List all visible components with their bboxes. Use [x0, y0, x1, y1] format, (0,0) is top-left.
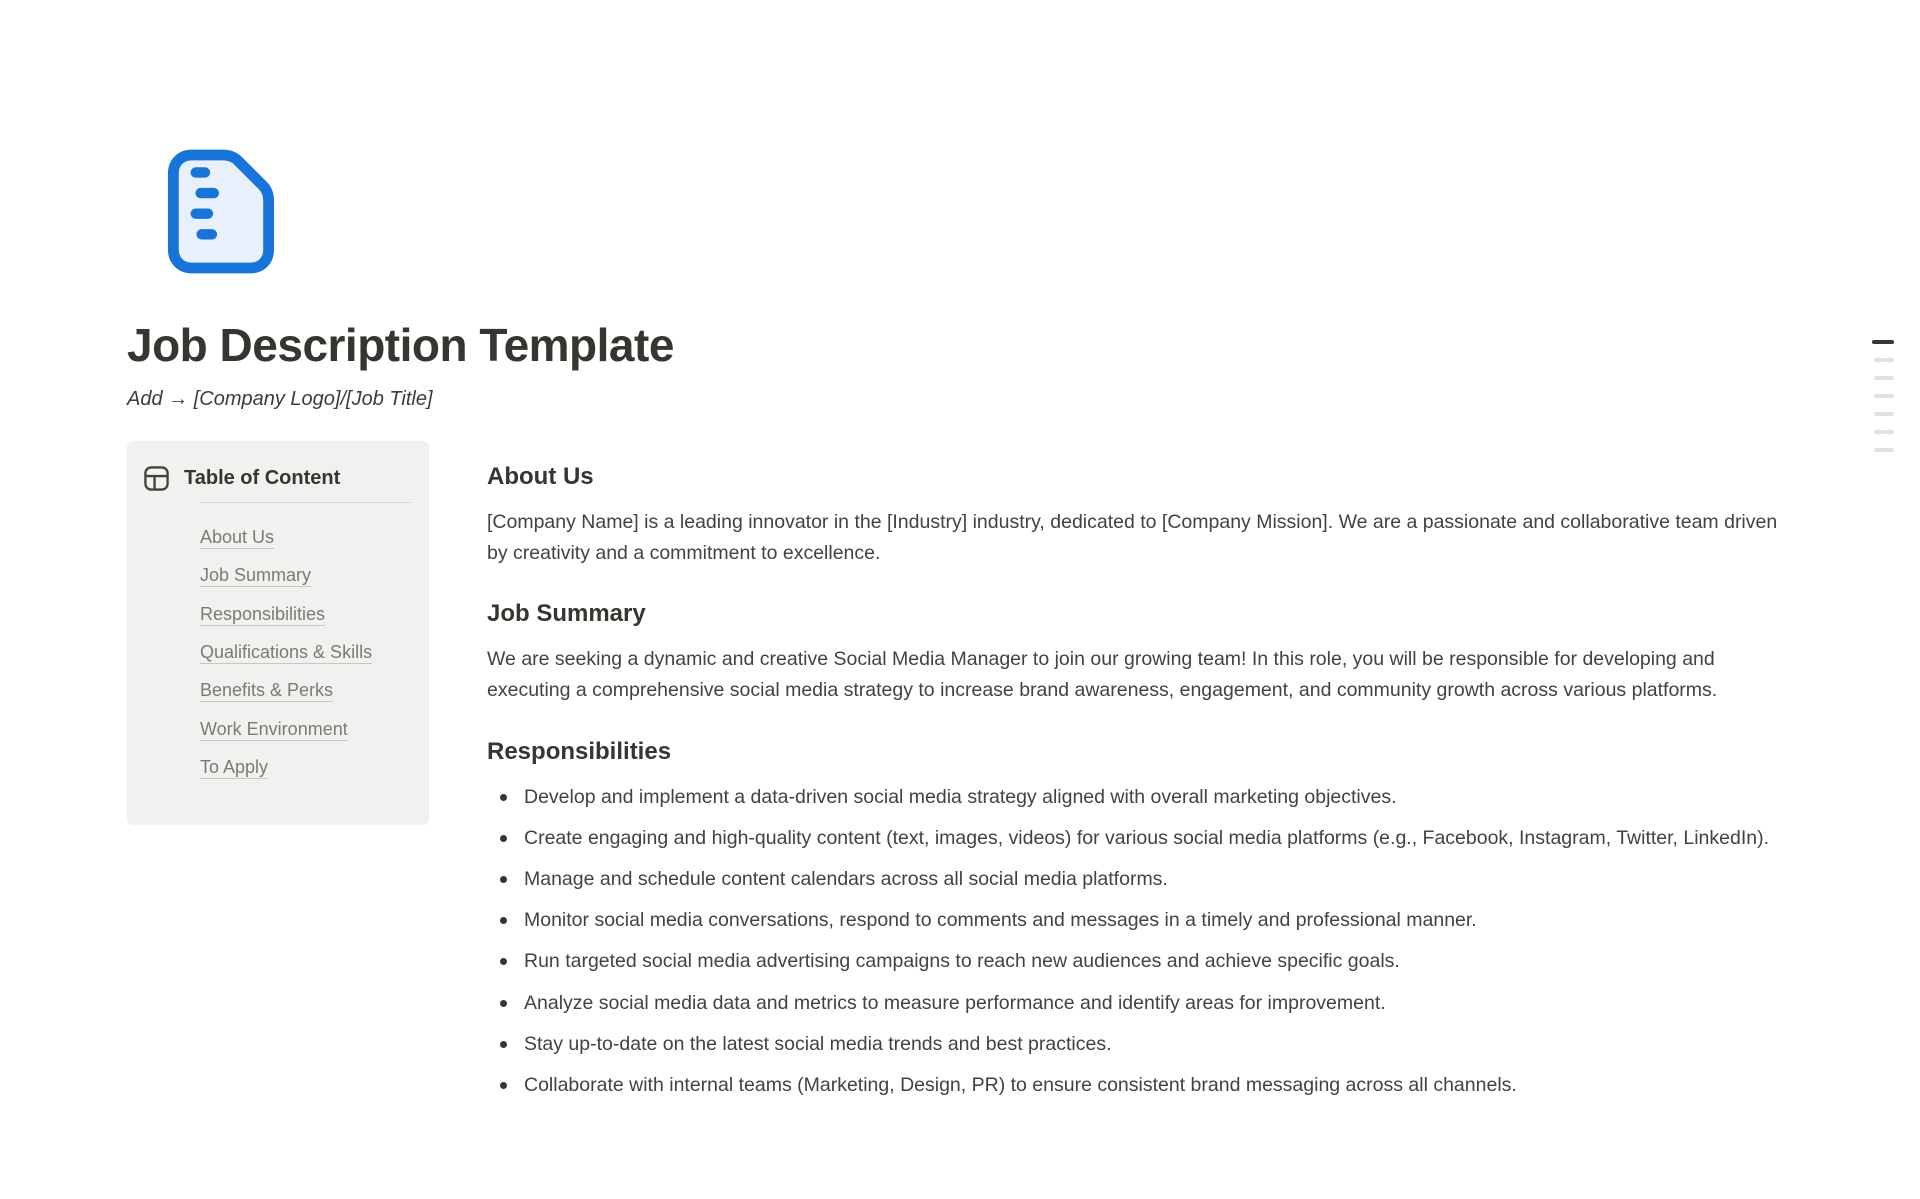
toc-title: Table of Content	[184, 466, 341, 489]
outline-bar-5[interactable]	[1874, 430, 1894, 434]
toc-divider	[200, 502, 411, 503]
page-title[interactable]: Job Description Template	[127, 319, 674, 371]
bullet-item: Stay up-to-date on the latest social media trends and best practices.	[524, 1029, 1792, 1060]
section-job-summary	[487, 599, 1792, 706]
document-icon[interactable]	[165, 148, 275, 275]
toc-link-about-us[interactable]: About Us	[200, 526, 275, 547]
two-column-layout	[127, 441, 1920, 1111]
bullet-item: Develop and implement a data-driven social media strategy aligned with overall marketing objectives.	[524, 782, 1792, 813]
section-paragraph: We are seeking a dynamic and creative Social Media Manager to join our growing team! In this role, you will be responsible for developing and executing a comprehensive social media strategy to increase brand awareness, engagement, and community growth across various platforms.	[487, 648, 1718, 702]
table-of-content-card	[127, 441, 429, 825]
section-heading: Job Summary	[487, 600, 646, 628]
toc-link-to-apply[interactable]: To Apply	[200, 757, 269, 778]
section-paragraph: [Company Name] is a leading innovator in the [Industry] industry, dedicated to [Company Mission]. We are a passionate and collaborative team driven by creativity and a commitment to excellence.	[487, 510, 1778, 565]
outline-bar-0[interactable]	[1872, 340, 1894, 344]
document-content	[487, 441, 1792, 1111]
toc-link-work-environment[interactable]: Work Environment	[200, 718, 348, 739]
outline-bar-2[interactable]	[1874, 376, 1894, 380]
bullet-list	[487, 782, 1792, 1102]
toc-links	[200, 526, 411, 795]
document-icon-glyph	[165, 148, 275, 275]
toc-link-qualifications-skills[interactable]: Qualifications & Skills	[200, 642, 373, 663]
toc-header	[143, 465, 411, 492]
bullet-item: Collaborate with internal teams (Marketing, Design, PR) to ensure consistent brand messaging across all channels.	[524, 1070, 1792, 1101]
outline-bar-3[interactable]	[1874, 394, 1894, 398]
toc-link-job-summary[interactable]: Job Summary	[200, 565, 312, 586]
section-heading: Responsibilities	[487, 737, 672, 765]
bullet-item: Analyze social media data and metrics to measure performance and identify areas for improvement.	[524, 988, 1792, 1019]
toc-link-responsibilities[interactable]: Responsibilities	[200, 603, 326, 624]
section-responsibilities	[487, 737, 1792, 1102]
page-subtitle[interactable]: Add → [Company Logo]/[Job Title]	[127, 387, 433, 410]
bullet-item: Create engaging and high-quality content (text, images, videos) for various social media platforms (e.g., Facebook, Instagram, Twitter, LinkedIn).	[524, 823, 1792, 854]
bullet-item: Manage and schedule content calendars across all social media platforms.	[524, 864, 1792, 895]
outline-bar-1[interactable]	[1874, 358, 1894, 362]
section-heading: About Us	[487, 462, 594, 490]
bullet-item: Run targeted social media advertising campaigns to reach new audiences and achieve specific goals.	[524, 946, 1792, 977]
outline-indicator[interactable]	[1872, 340, 1894, 452]
table-layout-icon	[143, 465, 170, 492]
toc-link-benefits-perks[interactable]: Benefits & Perks	[200, 680, 334, 701]
section-about-us	[487, 462, 1792, 569]
outline-bar-4[interactable]	[1874, 412, 1894, 416]
bullet-item: Monitor social media conversations, respond to comments and messages in a timely and professional manner.	[524, 905, 1792, 936]
outline-bar-6[interactable]	[1874, 448, 1894, 452]
